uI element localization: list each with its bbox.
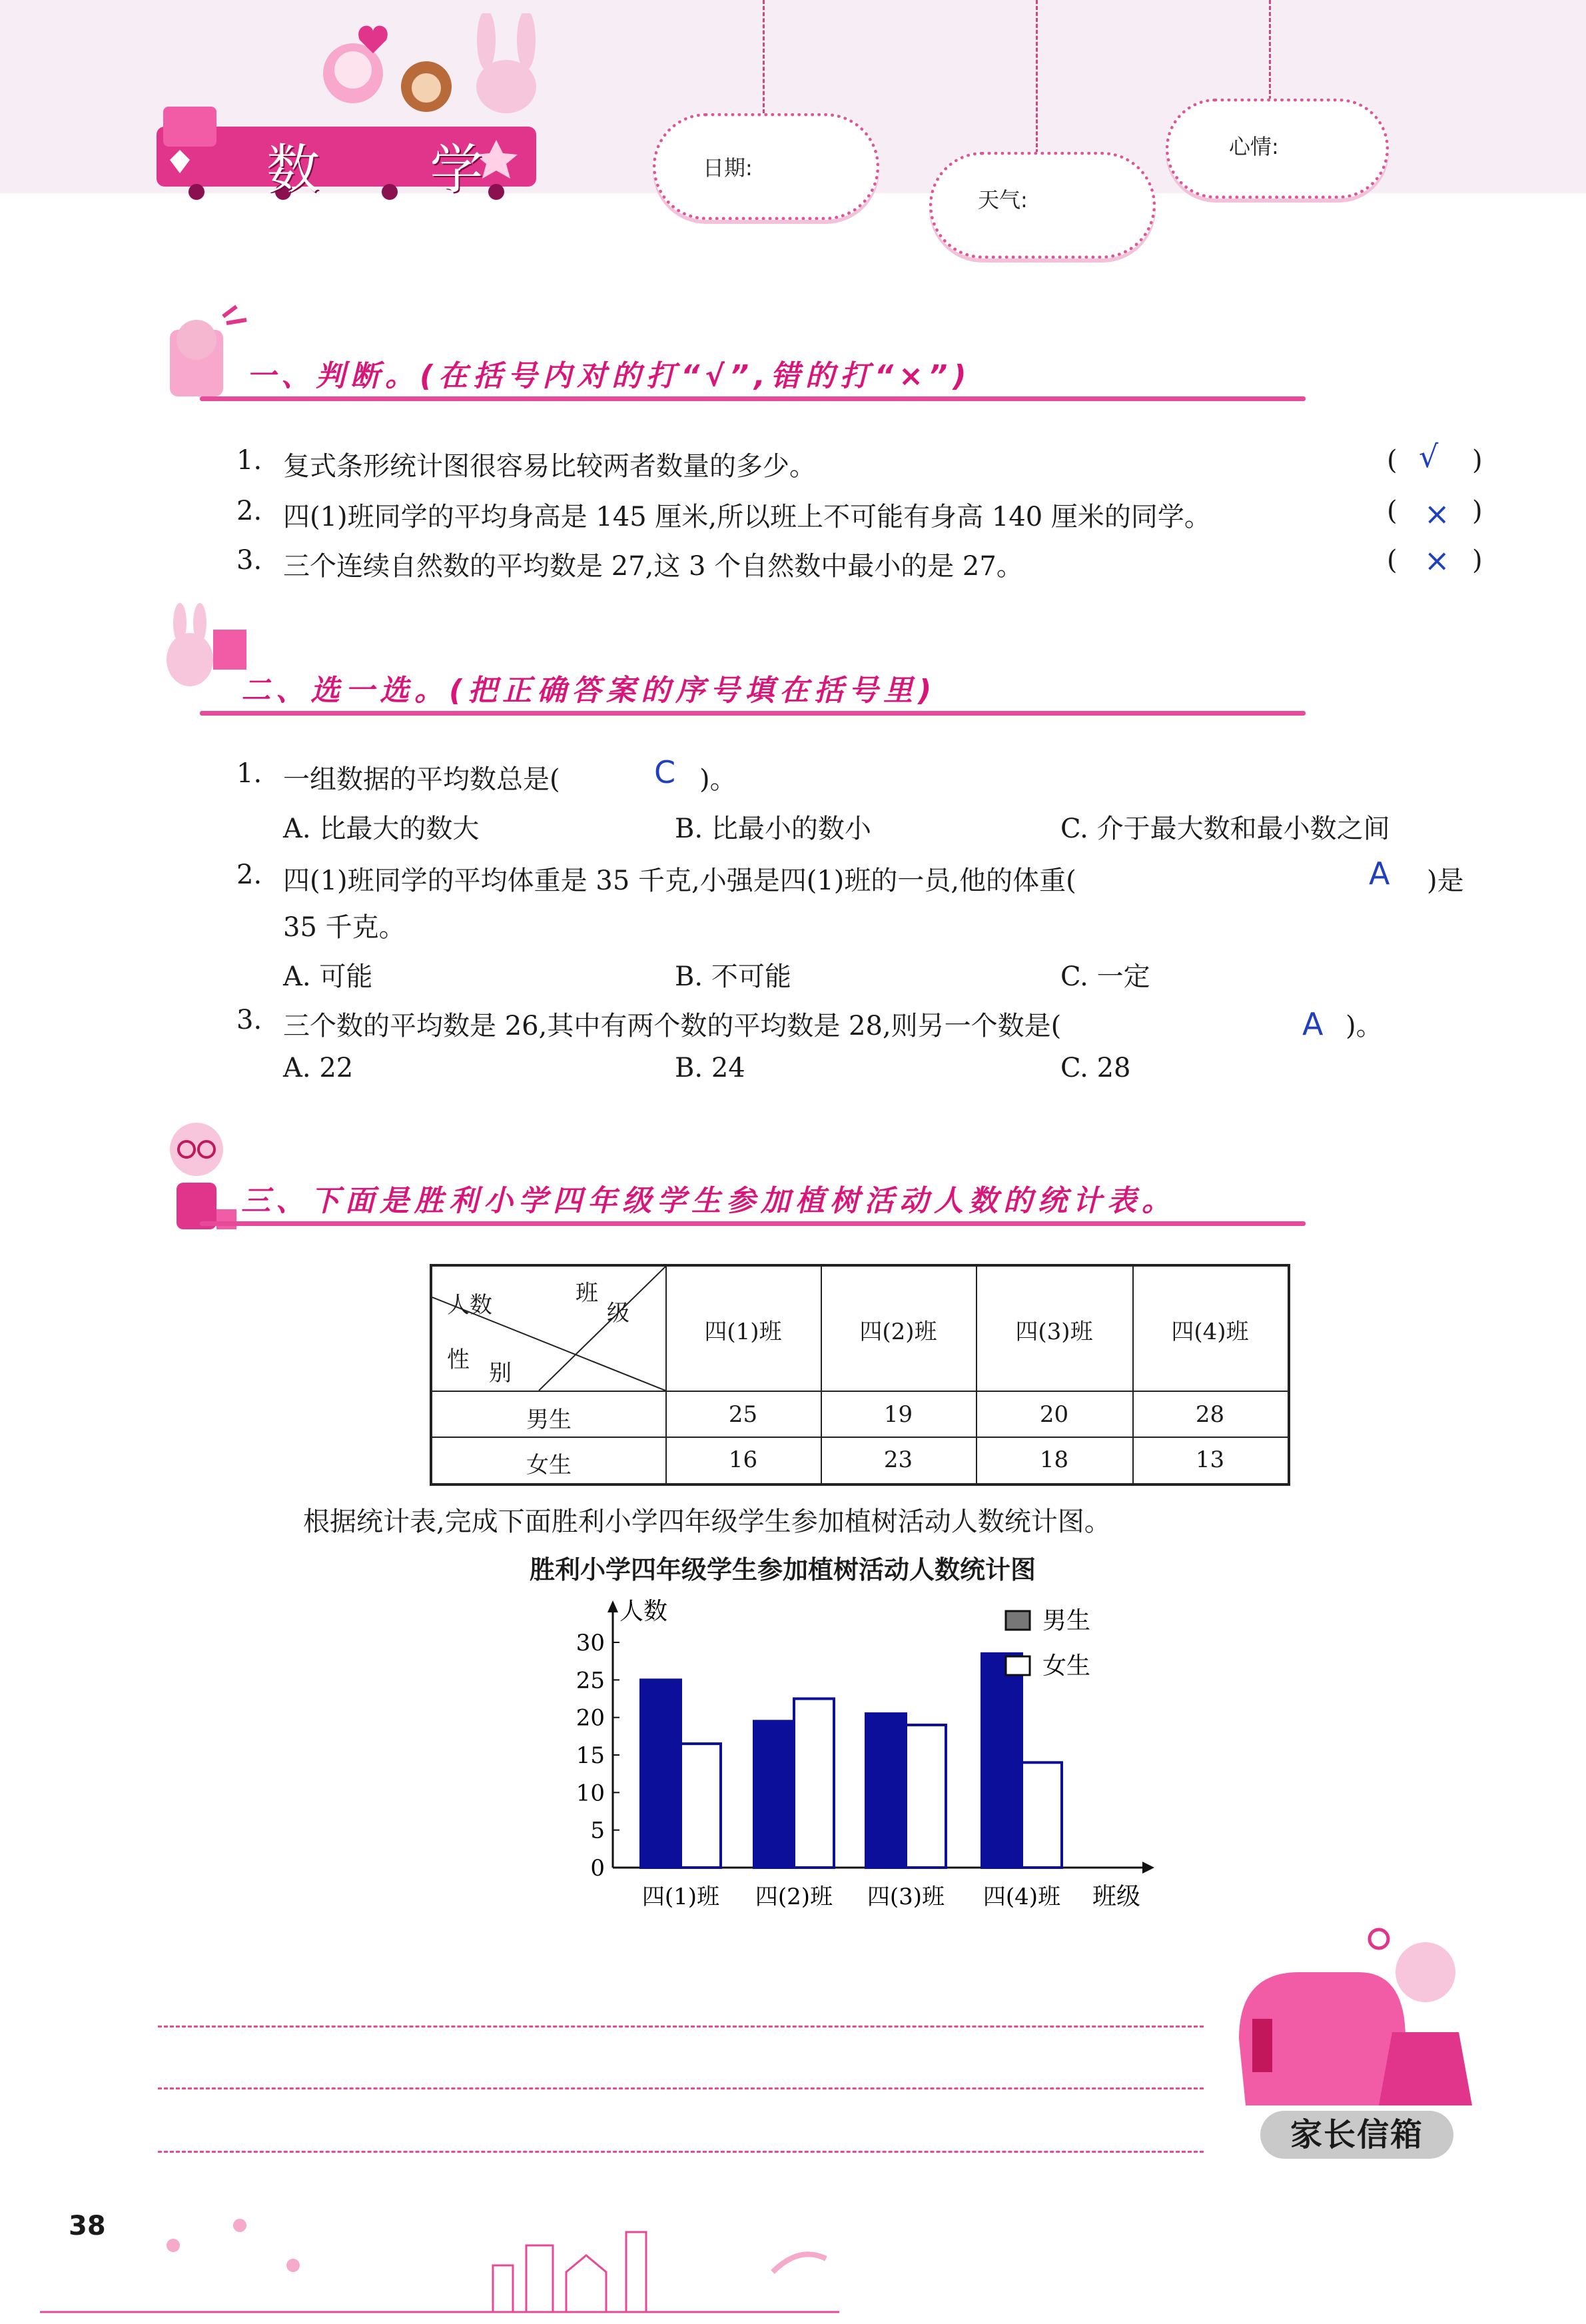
s2-q1-stem: 一组数据的平均数总是( (283, 764, 560, 795)
x-category-label: 四(1)班 (641, 1884, 720, 1910)
weather-label: 天气: (978, 187, 1028, 213)
s2-q3-option-c: C. 28 (1060, 1053, 1131, 1083)
section-divider (200, 711, 1306, 716)
animal-mascots-icon (313, 13, 566, 113)
bar-boys (866, 1714, 906, 1868)
y-axis-label: 人数 (619, 1598, 668, 1625)
section-divider (200, 1221, 1306, 1226)
s2-q3-option-b: B. 24 (675, 1053, 745, 1083)
s1-q3-num: 3. (236, 545, 262, 576)
legend-swatch-girls (1006, 1656, 1030, 1675)
bar-girls (1022, 1762, 1062, 1868)
x-axis-arrow-icon (1142, 1862, 1154, 1874)
y-tick-label: 0 (590, 1855, 605, 1882)
s1-q1-text: 复式条形统计图很容易比较两者数量的多少。 (283, 451, 816, 482)
mood-label: 心情: (1229, 134, 1279, 159)
bar-boys (641, 1680, 681, 1868)
s1-q1-answer[interactable]: √ (1419, 438, 1439, 474)
bar-girls (906, 1725, 946, 1868)
table-corner-class2: 级 (607, 1300, 629, 1327)
s1-q2-paren-close: ) (1472, 496, 1483, 526)
table-corner-count: 人数 (447, 1292, 492, 1319)
table-cell: 13 (1195, 1447, 1225, 1473)
s2-q3-stem: 三个数的平均数是 26,其中有两个数的平均数是 28,则另一个数是( (283, 1011, 1062, 1041)
table-grid-line (432, 1391, 1288, 1392)
s1-q2-num: 2. (236, 496, 262, 526)
y-tick-label: 25 (576, 1667, 605, 1694)
subject-title: 数 学 (266, 139, 530, 201)
y-tick-label: 30 (576, 1630, 605, 1656)
table-corner-gender2: 别 (489, 1360, 512, 1387)
s2-q1-option-b: B. 比最小的数小 (675, 814, 871, 844)
s2-q2-answer[interactable]: A (1369, 856, 1390, 891)
note-line (158, 2087, 1204, 2089)
s2-q1-answer[interactable]: C (654, 754, 676, 790)
legend-swatch-boys (1006, 1611, 1030, 1630)
section2-title: 二、选一选。(把正确答案的序号填在括号里) (241, 674, 937, 708)
s2-q3-answer[interactable]: A (1302, 1006, 1324, 1042)
bar-girls (794, 1699, 834, 1868)
chart-instruction: 根据统计表,完成下面胜利小学四年级学生参加植树活动人数统计图。 (303, 1506, 1111, 1537)
mailbox-girl-icon (1226, 1919, 1485, 2119)
date-label: 日期: (703, 155, 753, 181)
s1-q2-paren-open: ( (1387, 496, 1397, 526)
table-header-class4: 四(4)班 (1171, 1319, 1249, 1345)
table-row-label-girls: 女生 (526, 1452, 572, 1478)
section1-title: 一、判断。(在括号内对的打“√”,错的打“×”) (246, 359, 972, 393)
bar-girls (681, 1744, 721, 1868)
s1-q3-paren-open: ( (1387, 545, 1397, 576)
bunny-mascot-icon (150, 603, 250, 703)
bar-boys (754, 1721, 794, 1868)
table-cell: 28 (1195, 1401, 1225, 1428)
s2-q2-option-c: C. 一定 (1060, 961, 1150, 992)
stats-table (430, 1264, 1290, 1486)
cloud-string (763, 0, 765, 113)
y-tick-label: 5 (590, 1817, 605, 1844)
s2-q2-option-a: A. 可能 (283, 961, 373, 992)
table-cell: 20 (1039, 1401, 1069, 1428)
s2-q2-stem-end: )是 (1427, 866, 1464, 896)
mood-cloud (1166, 99, 1389, 199)
s1-q2-text: 四(1)班同学的平均身高是 145 厘米,所以班上不可能有身高 140 厘米的同学。 (283, 502, 1211, 532)
s2-q1-option-c: C. 介于最大数和最小数之间 (1060, 814, 1390, 844)
table-cell: 16 (728, 1447, 758, 1473)
section-divider (200, 396, 1306, 401)
town-decoration-icon (40, 2165, 839, 2324)
s2-q3-stem-end: )。 (1346, 1011, 1383, 1041)
weather-cloud (929, 152, 1156, 259)
note-line (158, 2026, 1204, 2028)
s1-q1-paren-open: ( (1387, 445, 1397, 476)
s2-q1-stem-end: )。 (699, 764, 737, 795)
x-category-label: 四(4)班 (983, 1884, 1061, 1910)
table-header-class1: 四(1)班 (704, 1319, 782, 1345)
cloud-string (1036, 0, 1038, 153)
section3-title: 三、下面是胜利小学四年级学生参加植树活动人数的统计表。 (241, 1184, 1176, 1218)
table-grid-line (432, 1437, 1288, 1438)
s2-q2-stem: 四(1)班同学的平均体重是 35 千克,小强是四(1)班的一员,他的体重( (283, 866, 1076, 896)
s2-q2-line2: 35 千克。 (283, 912, 406, 943)
page-number: 38 (69, 2211, 106, 2241)
table-header-class3: 四(3)班 (1015, 1319, 1093, 1345)
s2-q3-num: 3. (236, 1005, 262, 1035)
cloud-string (1269, 0, 1271, 100)
table-cell: 25 (728, 1401, 758, 1428)
x-category-label: 四(3)班 (867, 1884, 945, 1910)
s1-q1-paren-close: ) (1472, 445, 1483, 476)
table-cell: 23 (883, 1447, 913, 1473)
s1-q2-answer[interactable]: × (1424, 496, 1450, 532)
legend-label-boys: 男生 (1042, 1607, 1091, 1634)
bar-boys (982, 1654, 1022, 1868)
professor-mascot-icon (150, 1109, 250, 1236)
y-tick-label: 10 (576, 1780, 605, 1807)
note-line (158, 2151, 1204, 2153)
s2-q1-num: 1. (236, 758, 262, 789)
legend-label-girls: 女生 (1042, 1652, 1091, 1680)
parent-mailbox-label: 家长信箱 (1260, 2111, 1453, 2159)
table-corner-gender: 性 (447, 1347, 470, 1373)
s1-q3-paren-close: ) (1472, 545, 1483, 576)
table-row-label-boys: 男生 (526, 1407, 572, 1433)
table-corner-class: 班 (576, 1280, 598, 1307)
table-cell: 18 (1039, 1447, 1069, 1473)
bear-mascot-icon (150, 303, 250, 403)
bar-chart (546, 1546, 1199, 1919)
table-header-class2: 四(2)班 (859, 1319, 937, 1345)
s2-q2-num: 2. (236, 860, 262, 890)
x-axis-label: 班级 (1092, 1883, 1141, 1910)
s1-q3-answer[interactable]: × (1424, 542, 1450, 578)
y-tick-label: 20 (576, 1704, 605, 1732)
y-tick-label: 15 (576, 1742, 605, 1769)
y-axis-arrow-icon (607, 1600, 618, 1612)
s1-q3-text: 三个连续自然数的平均数是 27,这 3 个自然数中最小的是 27。 (283, 551, 1023, 582)
table-cell: 19 (883, 1401, 913, 1428)
s2-q3-option-a: A. 22 (283, 1053, 354, 1083)
s2-q2-option-b: B. 不可能 (675, 961, 791, 992)
date-cloud (653, 113, 879, 220)
s1-q1-num: 1. (236, 445, 262, 476)
s2-q1-option-a: A. 比最大的数大 (283, 814, 480, 844)
x-category-label: 四(2)班 (755, 1884, 833, 1910)
chart-title: 胜利小学四年级学生参加植树活动人数统计图 (530, 1555, 1036, 1584)
